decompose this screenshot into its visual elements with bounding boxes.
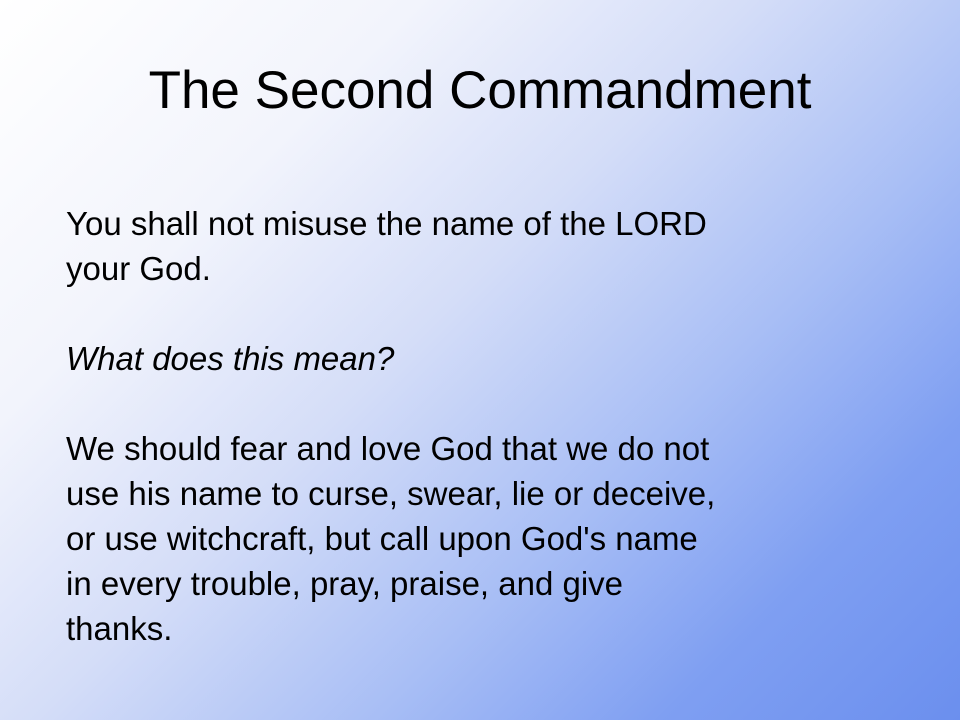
- answer-text: [66, 426, 936, 651]
- answer-line-3: or use witchcraft, but call upon God's name: [66, 520, 698, 557]
- answer-line-5: thanks.: [66, 610, 173, 647]
- question-text: What does this mean?: [66, 340, 395, 377]
- answer-line-4: in every trouble, pray, praise, and give: [66, 565, 624, 602]
- answer-line-1: We should fear and love God that we do not: [66, 430, 710, 467]
- commandment-line-1: You shall not misuse the name of the LORD: [66, 205, 707, 242]
- commandment-line-2: your God.: [66, 250, 211, 287]
- answer-line-2: use his name to curse, swear, lie or deceive,: [66, 475, 716, 512]
- commandment-text: [66, 201, 936, 291]
- spacer: [66, 291, 936, 336]
- slide-body: [66, 201, 936, 651]
- slide-title: The Second Commandment: [148, 61, 812, 120]
- spacer: [66, 381, 936, 426]
